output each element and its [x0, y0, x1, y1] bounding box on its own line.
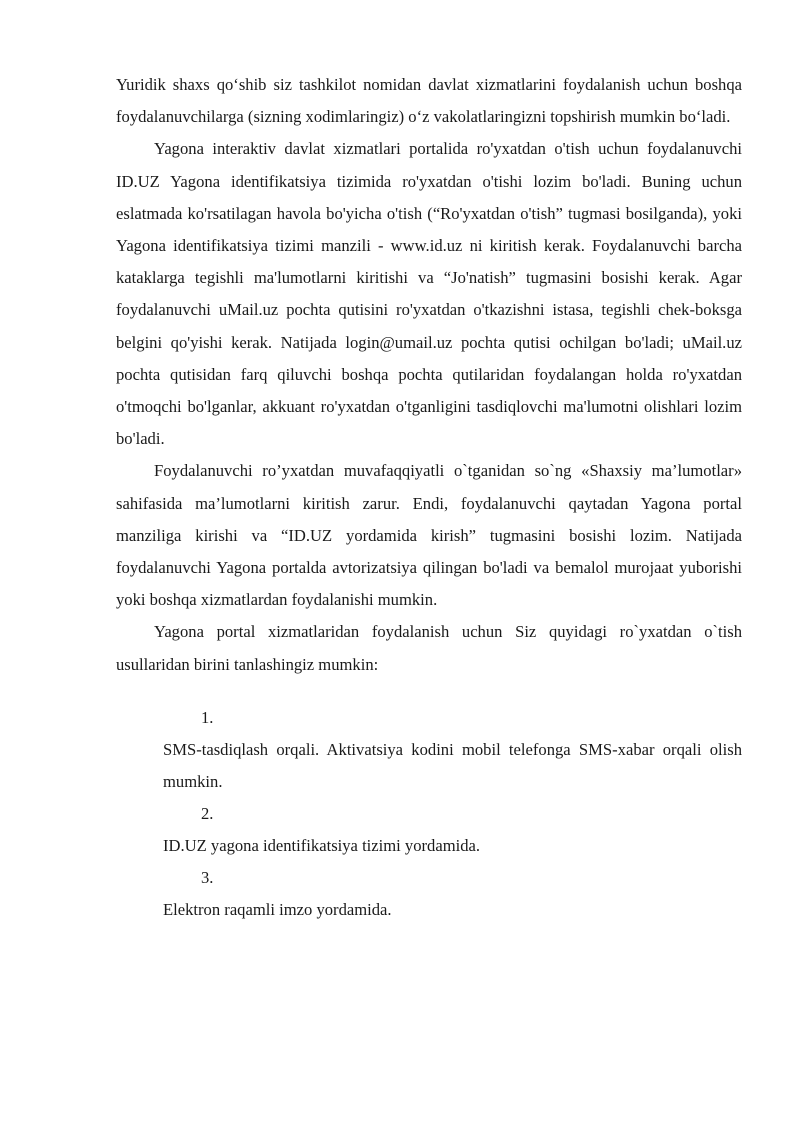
paragraph-methods-intro: Yagona portal xizmatlaridan foydalanish uchun Siz quyidagi ro`yxatdan o`tish usullaridan birini tanlashingiz mumkin:	[116, 622, 742, 674]
list-item-number: 3.	[201, 867, 214, 887]
list-item-text: SMS-tasdiqlash orqali. Aktivatsiya kodini mobil telefonga SMS-xabar orqali olish mumkin.	[163, 739, 742, 791]
list-item-text: ID.UZ yagona identifikatsiya tizimi yordamida.	[163, 835, 481, 855]
paragraph-after-registration: Foydalanuvchi ro’yxatdan muvafaqqiyatli o`tganidan so`ng «Shaxsiy ma’lumotlar» sahifasida ma’lumotlarni kiritish zarur. Endi, foydalanuvchi qaytadan Yagona portal manziliga kirishi va “ID.UZ yordamida kirish” tugmasini bosishi lozim. Natijada foydalanuvchi Yagona portalda avtorizatsiya qilingan bo'ladi va bemalol murojaat yuborishi yoki boshqa xizmatlardan foydalanishi mumkin.	[116, 461, 742, 610]
paragraph-registration: Yagona interaktiv davlat xizmatlari portalida ro'yxatdan o'tish uchun foydalanuvchi ID.UZ Yagona identifikatsiya tizimida ro'yxatdan o'tishi lozim bo'ladi. Buning uchun eslatmada ko'rsatilagan havola bo'yicha o'tish (“Ro'yxatdan o'tish” tugmasi bosilganda), yoki Yagona identifikatsiya tizimi manzili - www.id.uz ni kiritish kerak. Foydalanuvchi barcha kataklarga tegishli ma'lumotlarni kiritishi va “Jo'natish” tugmasini bosishi kerak. Agar foydalanuvchi uMail.uz pochta qutisini ro'yxatdan o'tkazishni istasa, tegishli chek-boksga belgini qo'yishi kerak. Natijada login@umail.uz pochta qutisi ochilgan bo'ladi; uMail.uz pochta qutisidan farq qiluvchi boshqa pochta qutilaridan foydalangan holda ro'yxatdan o'tmoqchi bo'lganlar, akkuant ro'yxatdan o'tganligini tasdiqlovchi ma'lumotni olishlari lozim bo'ladi.	[116, 139, 742, 449]
list-item	[163, 862, 742, 926]
list-item-number: 1.	[201, 707, 214, 727]
document-page	[116, 69, 742, 926]
registration-methods-list	[116, 702, 742, 926]
list-item-number: 2.	[201, 803, 214, 823]
paragraph-legal-entity: Yuridik shaxs qo‘shib siz tashkilot nomidan davlat xizmatlarini foydalanish uchun boshqa foydalanuvchilarga (sizning xodimlaringiz) o‘z vakolatlaringizni topshirish mumkin bo‘ladi.	[116, 75, 742, 127]
list-item-text: Elektron raqamli imzo yordamida.	[163, 899, 392, 919]
list-item	[163, 702, 742, 798]
list-item	[163, 798, 742, 862]
